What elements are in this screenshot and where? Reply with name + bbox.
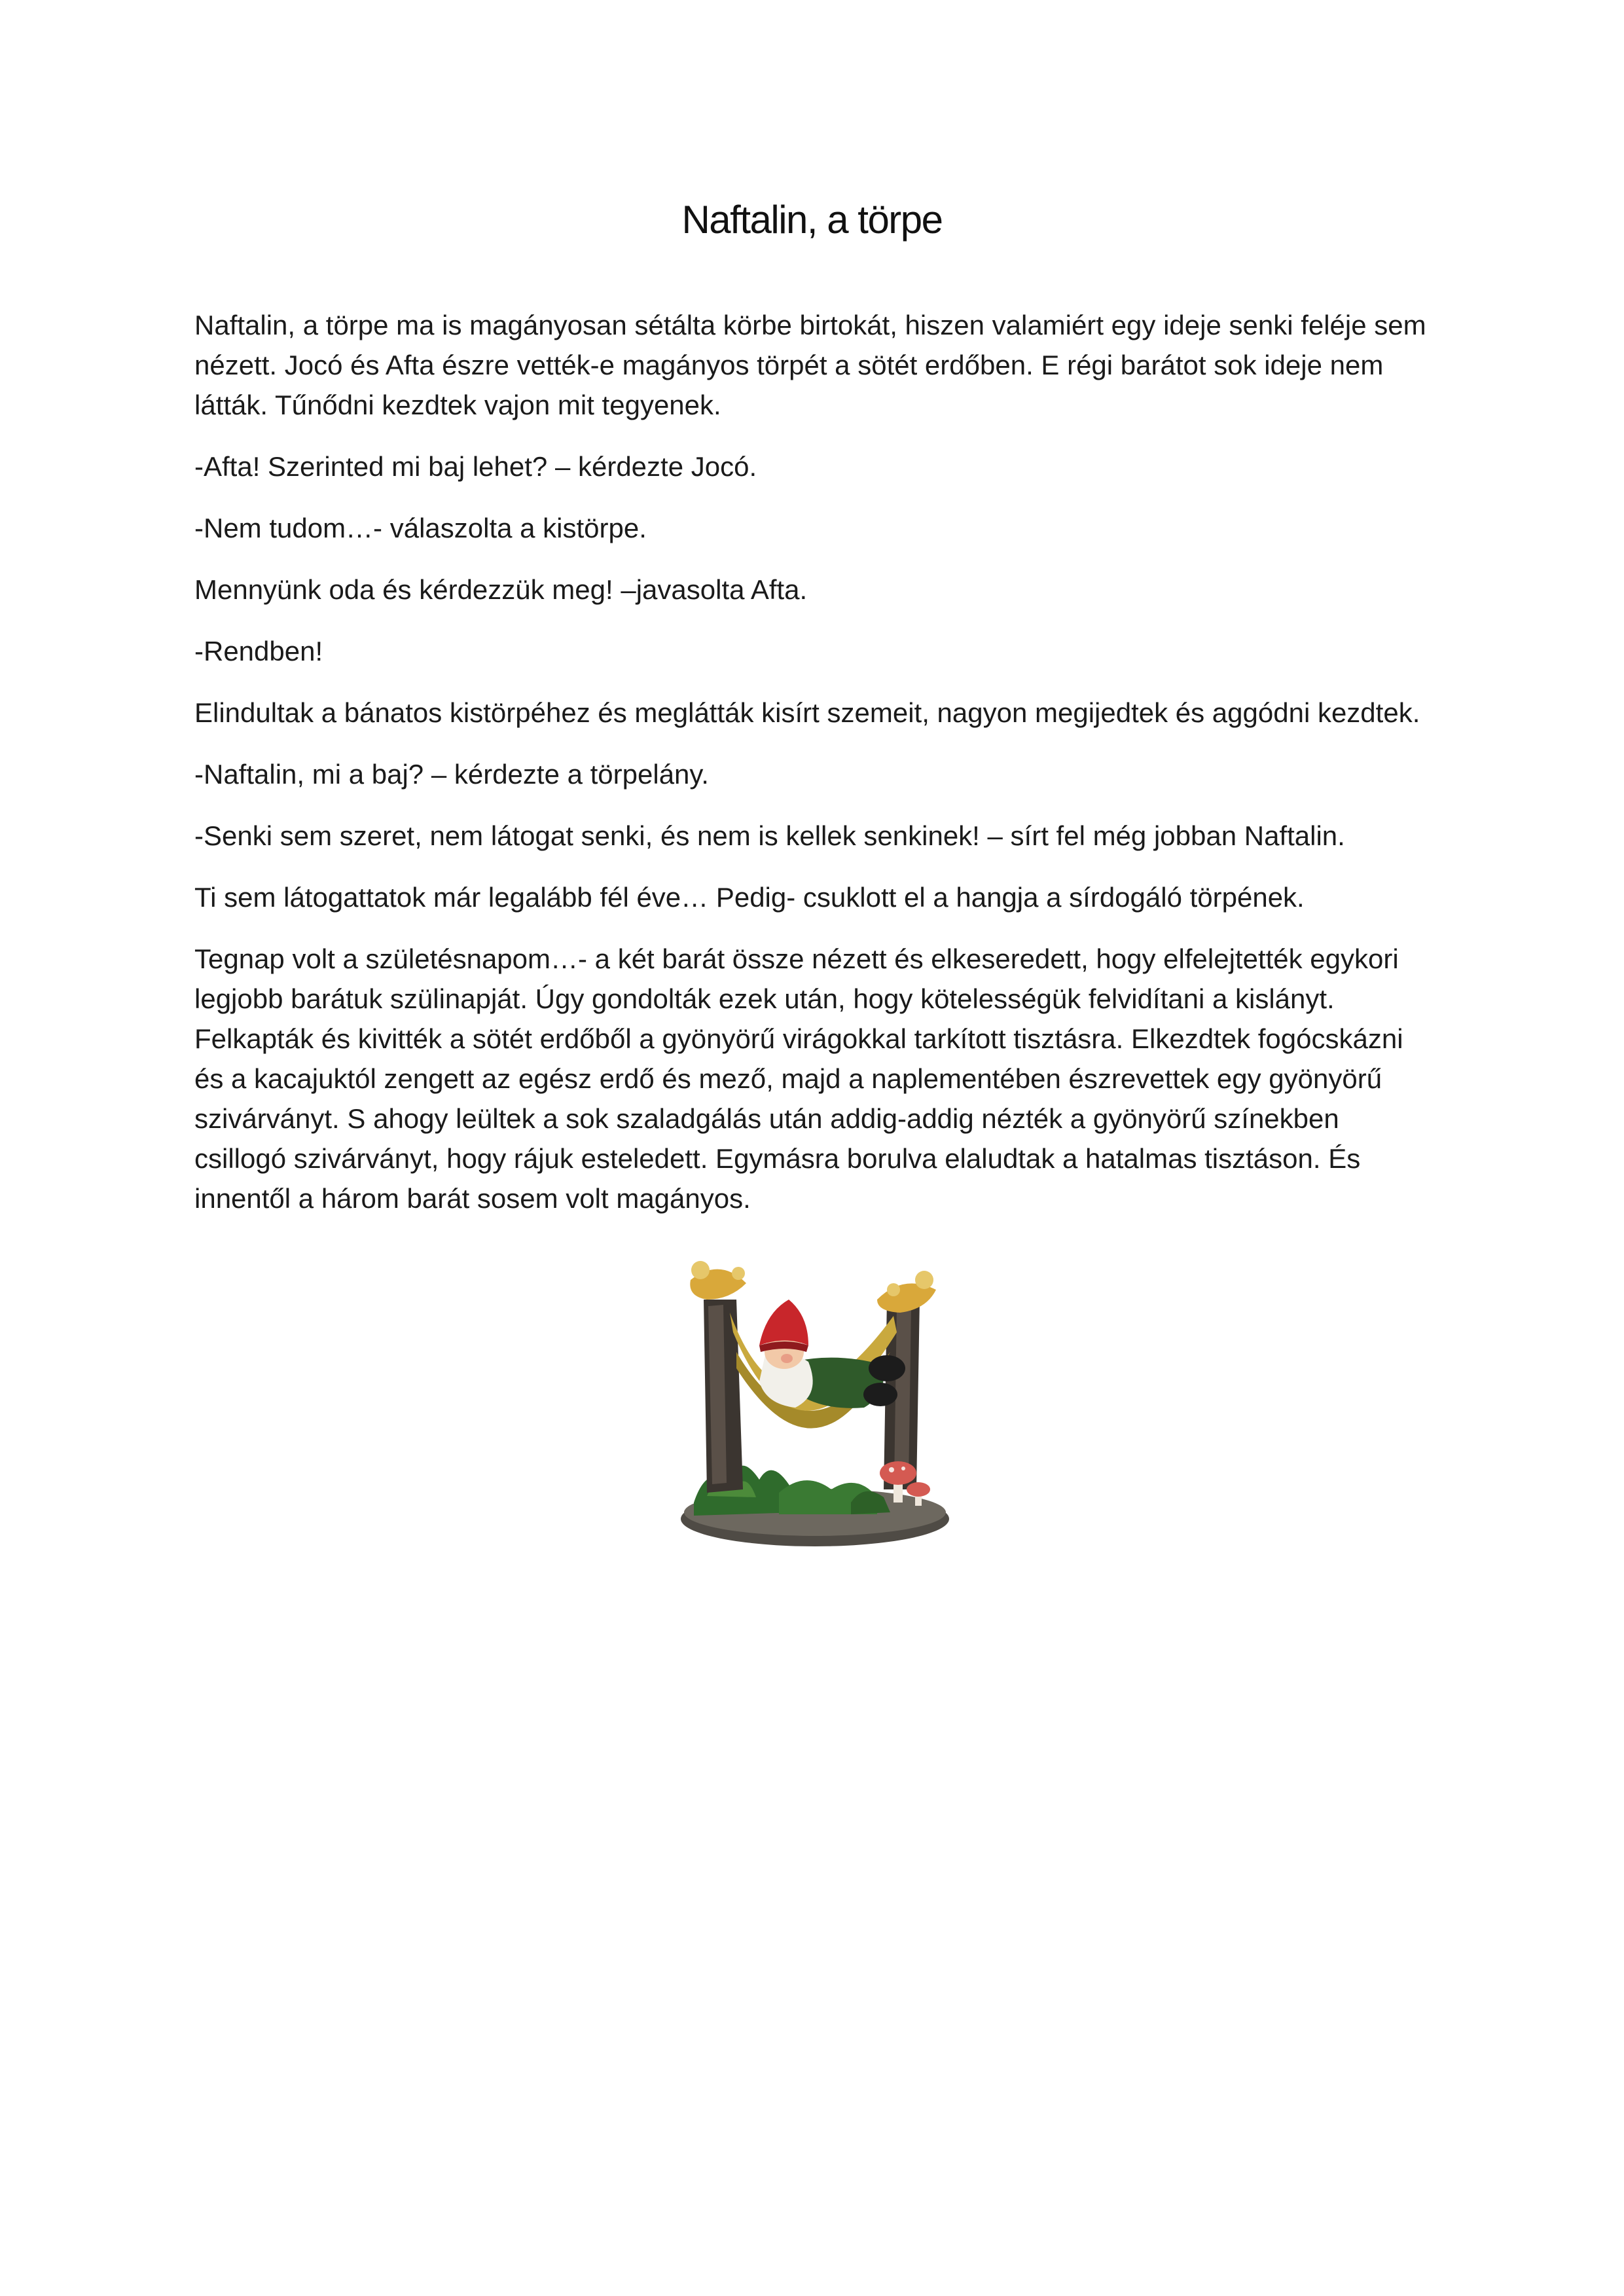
paragraph: -Naftalin, mi a baj? – kérdezte a törpelány. <box>194 759 709 790</box>
paragraph: Ti sem látogattatok már legalább fél éve… Pedig- csuklott el a hangja a sírdogáló törpének. <box>194 882 1305 913</box>
gnome-in-hammock-icon <box>668 1254 962 1555</box>
paragraph: Naftalin, a törpe ma is magányosan sétálta körbe birtokát, hiszen valamiért egy ideje senki feléje sem nézett. Jocó és Afta észre vették-e magányos törpét a sötét erdőben. E régi barátot sok ideje nem látták. Tűnődni kezdtek vajon mit tegyenek. <box>194 310 1426 420</box>
paragraph: Tegnap volt a születésnapom…- a két barát össze nézett és elkeseredett, hogy elfelejtették egykori legjobb barátuk szülinapját. Úgy gondolták ezek után, hogy kötelességük felvidítani a kislányt. Felkapták és kivitték a sötét erdőből a gyönyörű virágokkal tarkított tisztásra. Elkezdtek fogócskázni és a kacajuktól zengett az egész erdő és mező, majd a naplementében észrevettek egy gyönyörű szivárványt. S ahogy leültek a sok szaladgálás után addig-addig nézték a gyönyörű színekben csillogó szivárványt, hogy rájuk esteledett. Egymásra borulva elaludtak a hatalmas tisztáson. És innentől a három barát sosem volt magányos. <box>194 943 1403 1214</box>
paragraph: Mennyünk oda és kérdezzük meg! –javasolta Afta. <box>194 574 808 605</box>
story-body <box>194 305 1438 1240</box>
gnome-hammock-illustration <box>668 1254 962 1555</box>
paragraph: -Nem tudom…- válaszolta a kistörpe. <box>194 513 647 543</box>
paragraph: Elindultak a bánatos kistörpéhez és meglátták kisírt szemeit, nagyon megijedtek és aggódni kezdtek. <box>194 697 1420 728</box>
paragraph: -Afta! Szerinted mi baj lehet? – kérdezte Jocó. <box>194 451 757 482</box>
paragraph: -Senki sem szeret, nem látogat senki, és nem is kellek senkinek! – sírt fel még jobban Naftalin. <box>194 820 1345 851</box>
document-title: Naftalin, a törpe <box>681 198 943 242</box>
paragraph: -Rendben! <box>194 636 323 666</box>
